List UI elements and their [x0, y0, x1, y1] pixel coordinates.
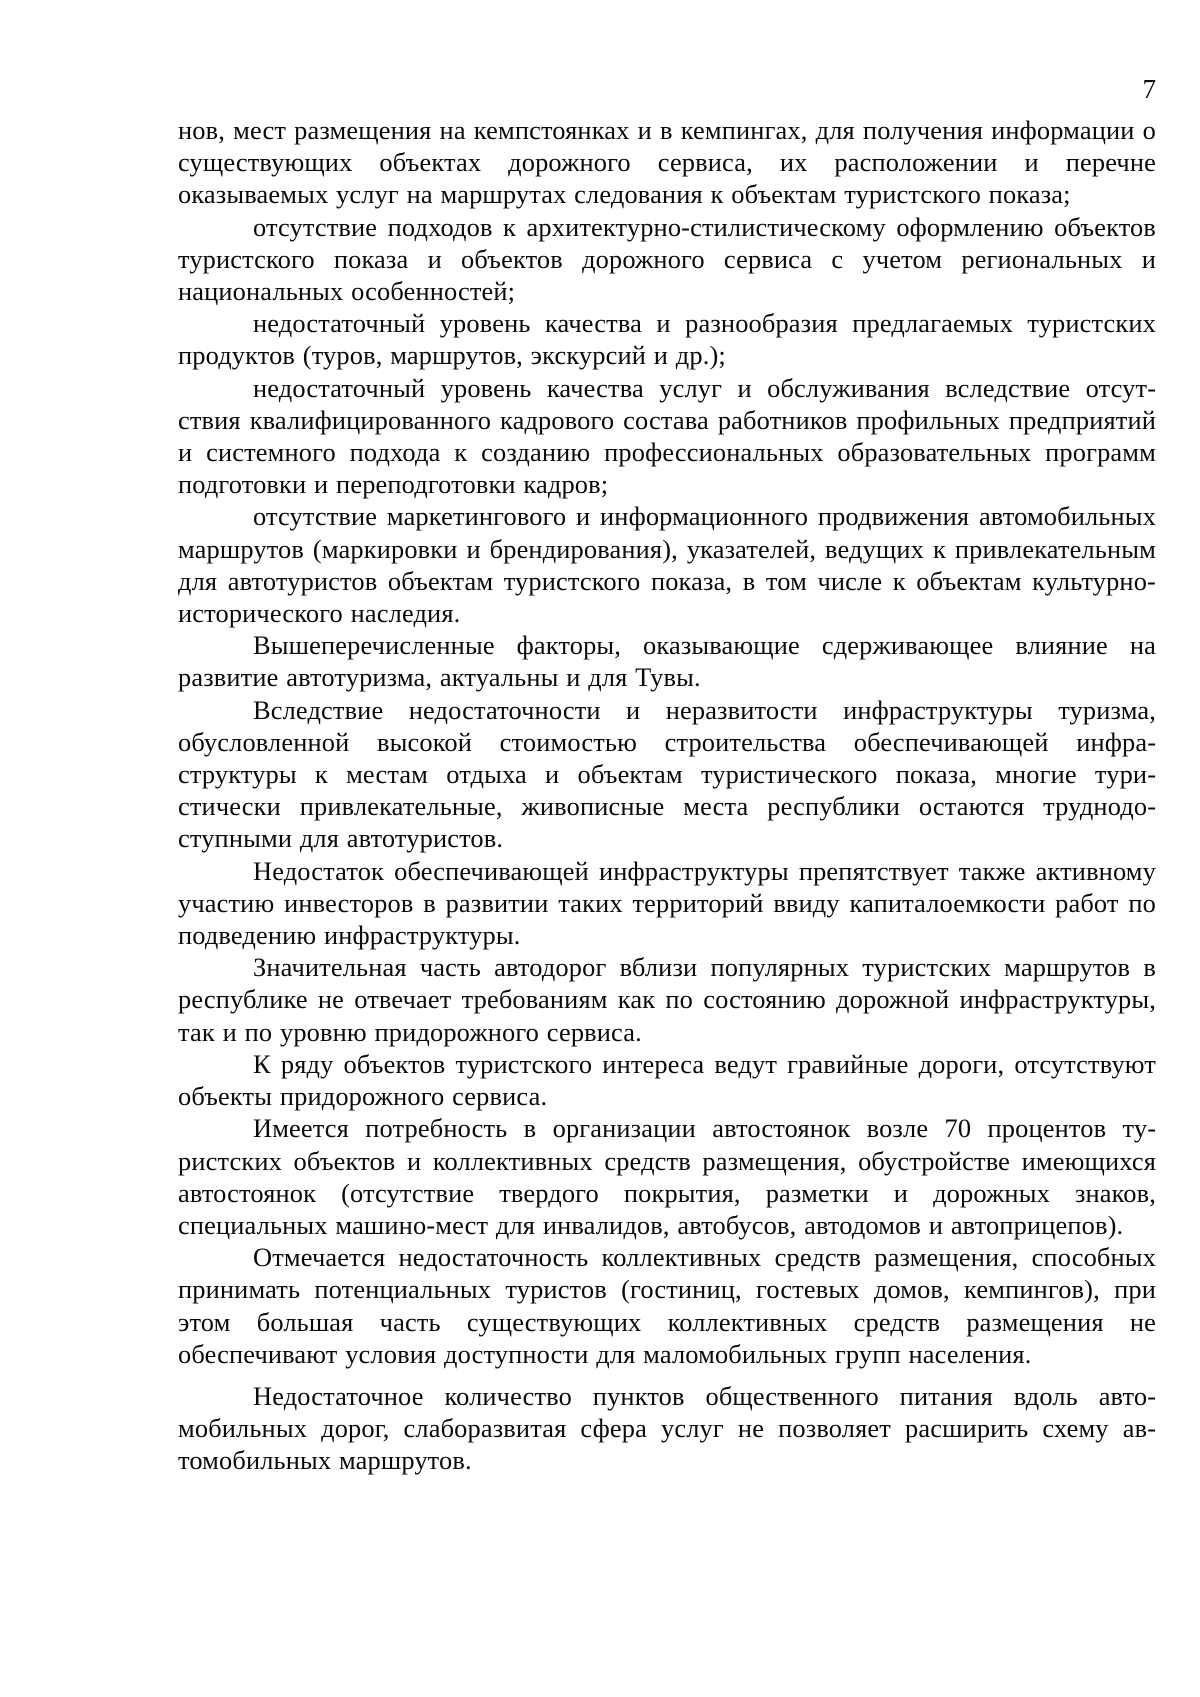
paragraph: Недостаточное количество пунктов общественного питания вдоль автомобильных дорог, слаборазвитая сфера услуг не позволяет расширить схему автомобильных маршрутов. [178, 1380, 1156, 1476]
paragraph: Вследствие недостаточности и неразвитости инфраструктуры туризма, обусловленной высокой стоимостью строительства обеспечивающей инфраструктуры к местам отдыха и объектам туристического показа, многие туристически привлекательные, живописные места республики остаются труднодоступными для автотуристов. [178, 694, 1156, 854]
paragraph: отсутствие маркетингового и информационного продвижения автомобильных маршрутов (маркировки и брендирования), указателей, ведущих к привлекательным для автотуристов объектам туристского показа, в том числе к объектам культурно-исторического наследия. [178, 501, 1156, 629]
paragraph: нов, мест размещения на кемпстоянках и в кемпингах, для получения информации о существующих объектах дорожного сервиса, их расположении и перечне оказываемых услуг на маршрутах следования к объектам туристского показа; [178, 115, 1156, 210]
paragraph: Вышеперечисленные факторы, оказывающие сдерживающее влияние на развитие автотуризма, актуальны и для Тувы. [178, 630, 1156, 693]
paragraph: Отмечается недостаточность коллективных средств размещения, способных принимать потенциальных туристов (гостиниц, гостевых домов, кемпингов), при этом большая часть существующих коллективных средств размещения не обеспечивают условия доступности для маломобильных групп населения. [178, 1242, 1156, 1369]
paragraph: К ряду объектов туристского интереса ведут гравийные дороги, отсутствуют объекты придорожного сервиса. [178, 1048, 1156, 1112]
paragraph: отсутствие подходов к архитектурно-стилистическому оформлению объектов туристского показа и объектов дорожного сервиса с учетом региональных и национальных особенностей; [178, 211, 1156, 307]
page-number: 7 [1142, 74, 1156, 104]
paragraph: недостаточный уровень качества и разнообразия предлагаемых туристских продуктов (туров, маршрутов, экскурсий и др.); [178, 308, 1156, 371]
paragraph: Недостаток обеспечивающей инфраструктуры препятствует также активному участию инвесторов в развитии таких территорий ввиду капиталоемкости работ по подведению инфраструктуры. [178, 855, 1156, 951]
document-body [178, 114, 1156, 1477]
paragraph: Значительная часть автодорог вблизи популярных туристских маршрутов в республике не отвечает требованиям как по состоянию дорожной инфраструктуры, так и по уровню придорожного сервиса. [178, 952, 1156, 1047]
paragraph: недостаточный уровень качества услуг и обслуживания вследствие отсутствия квалифицированного кадрового состава работников профильных предприятий и системного подхода к созданию профессиональных образовательных программ подготовки и переподготовки кадров; [178, 372, 1156, 500]
paragraph: Имеется потребность в организации автостоянок возле 70 процентов туристских объектов и коллективных средств размещения, обустройстве имеющихся автостоянок (отсутствие твердого покрытия, разметки и дорожных знаков, специальных машино-мест для инвалидов, автобусов, автодомов и автоприцепов). [178, 1113, 1156, 1240]
